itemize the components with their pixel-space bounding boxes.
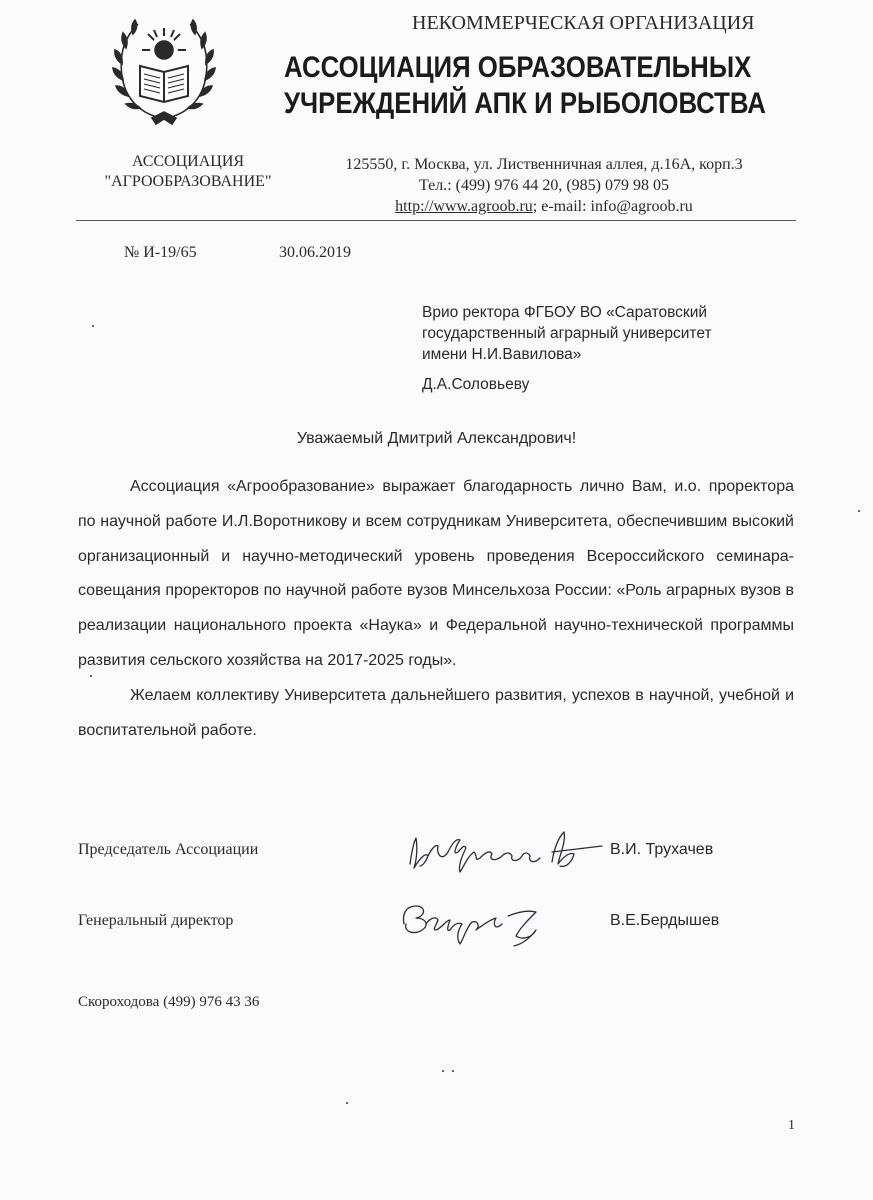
website-link[interactable]: http://www.agroob.ru — [395, 198, 533, 215]
addressee-line1: Врио ректора ФГБОУ ВО «Саратовский — [422, 304, 708, 321]
email: ; e-mail: info@agroob.ru — [532, 198, 693, 215]
org-name-line1: АССОЦИАЦИЯ ОБРАЗОВАТЕЛЬНЫХ — [284, 51, 752, 84]
signatory-2-title: Генеральный директор — [78, 912, 234, 929]
signature-2-icon — [396, 894, 554, 950]
signatory-2-name: В.Е.Бердышев — [610, 912, 720, 929]
org-type: НЕКОММЕРЧЕСКАЯ ОРГАНИЗАЦИЯ — [412, 12, 755, 34]
org-name-line2: УЧРЕЖДЕНИЙ АПК И РЫБОЛОВСТВА — [284, 87, 766, 120]
org-short-name-line1: АССОЦИАЦИЯ — [131, 153, 245, 170]
salutation: Уважаемый Дмитрий Александрович! — [296, 430, 577, 447]
org-name — [284, 50, 766, 122]
header-divider — [76, 220, 796, 221]
letter-body — [78, 470, 794, 748]
addressee-line2: государственный аграрный университет — [422, 325, 712, 342]
org-short-name — [74, 152, 302, 192]
addressee-name: Д.А.Соловьеву — [422, 376, 530, 393]
letter-paragraph-1: Ассоциация «Агрообразование» выражает благодарность лично Вам, и.о. проректора по научной работе И.Л.Воротникову и всем сотрудникам Университета, обеспечившим высокий организационный и научно-методический уровень проведения Всероссийского семинара-совещания проректоров по научной работе вузов Минсельхоза России: «Роль аграрных вузов в реализации национального проекта «Наука» и Федеральной научно-технической программы развития сельского хозяйства на 2017-2025 годы». — [78, 478, 794, 669]
letter-paragraph-2: Желаем коллективу Университета дальнейшего развития, успехов в научной, учебной и воспитательной работе. — [78, 686, 794, 739]
reference-date: 30.06.2019 — [279, 244, 351, 261]
address: 125550, г. Москва, ул. Лиственничная аллея, д.16А, корп.3 — [345, 156, 743, 173]
phone: Тел.: (499) 976 44 20, (985) 079 98 05 — [418, 177, 669, 194]
web-email-line — [310, 196, 778, 217]
scan-speck — [92, 325, 94, 327]
signature-1-icon — [402, 822, 608, 882]
signatory-1-title: Председатель Ассоциации — [78, 841, 259, 858]
org-short-name-line2: "АГРООБРАЗОВАНИЕ" — [104, 173, 272, 190]
scan-speck — [442, 1070, 444, 1072]
addressee-block — [422, 302, 802, 395]
scan-speck — [90, 675, 92, 677]
signatory-1-name: В.И. Трухачев — [610, 841, 714, 858]
addressee-line3: имени Н.И.Вавилова» — [422, 346, 582, 363]
reference-number: № И-19/65 — [124, 244, 197, 261]
scan-speck — [452, 1070, 454, 1072]
contact-block — [310, 154, 778, 217]
association-emblem-icon — [112, 14, 216, 126]
scan-speck — [858, 510, 860, 512]
scan-speck — [346, 1102, 348, 1104]
page-number: 1 — [788, 1118, 795, 1133]
contact-person: Скороходова (499) 976 43 36 — [78, 994, 260, 1010]
